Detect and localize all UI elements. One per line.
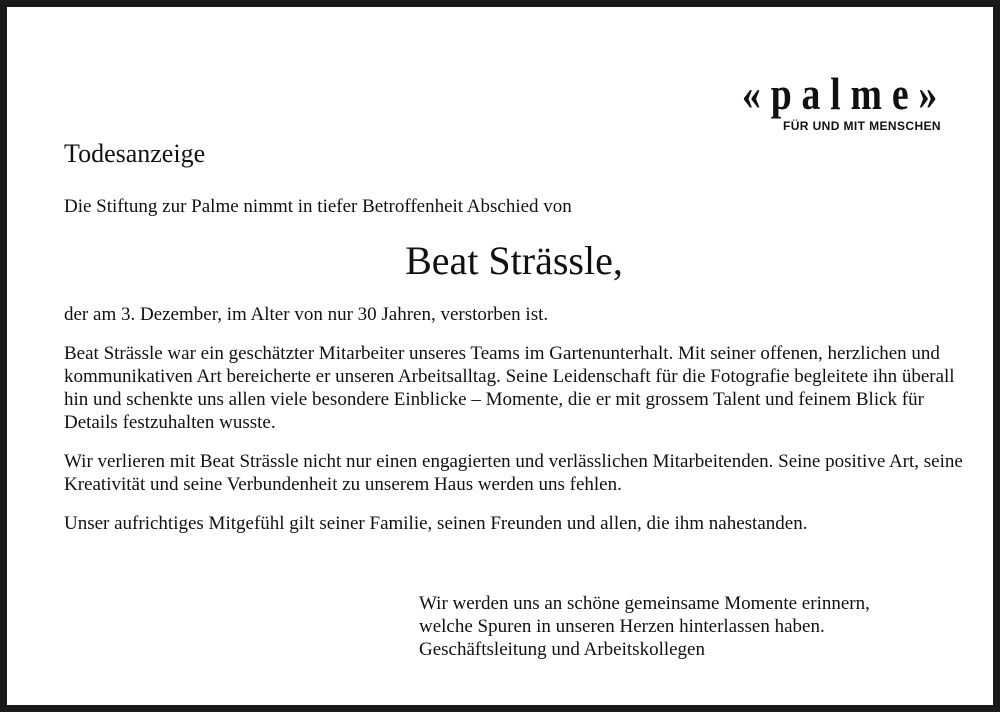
notice-body [64,137,964,535]
notice-intro: Die Stiftung zur Palme nimmt in tiefer Betroffenheit Abschied von [64,196,572,217]
death-line: der am 3. Dezember, im Alter von nur 30 Jahren, verstorben ist. [64,304,549,325]
logo-tagline: FÜR UND MIT MENSCHEN [783,119,941,133]
paragraph-tribute: Beat Strässle war ein geschätzter Mitarbeiter unseres Teams im Gartenunterhalt. Mit seiner offenen, herzlichen und kommunikativen Art bereicherte er unseren Arbeitsalltag. Seine Leidenschaft für die Fotografie begleitete ihn überall hin und schenkte uns allen viele besondere Einblicke – Momente, die er mit grossem Talent und feinem Blick für Details festzuhalten wusste. [64,343,955,433]
closing-line-2: welche Spuren in unseren Herzen hinterlassen haben. [419,616,825,637]
closing-block [419,592,870,661]
paragraph-condolence: Unser aufrichtiges Mitgefühl gilt seiner Familie, seinen Freunden und allen, die ihm nahestanden. [64,513,808,534]
closing-signature: Geschäftsleitung und Arbeitskollegen [419,639,705,660]
closing-line-1: Wir werden uns an schöne gemeinsame Momente erinnern, [419,593,870,614]
paragraph-loss: Wir verlieren mit Beat Strässle nicht nur einen engagierten und verlässlichen Mitarbeitenden. Seine positive Art, seine Kreativität und seine Verbundenheit zu unserem Haus werden uns fehlen. [64,451,963,495]
deceased-name: Beat Strässle, [405,238,623,283]
logo-wordmark: «palme» [741,68,947,119]
notice-heading: Todesanzeige [64,139,206,168]
palme-logo [697,68,947,133]
